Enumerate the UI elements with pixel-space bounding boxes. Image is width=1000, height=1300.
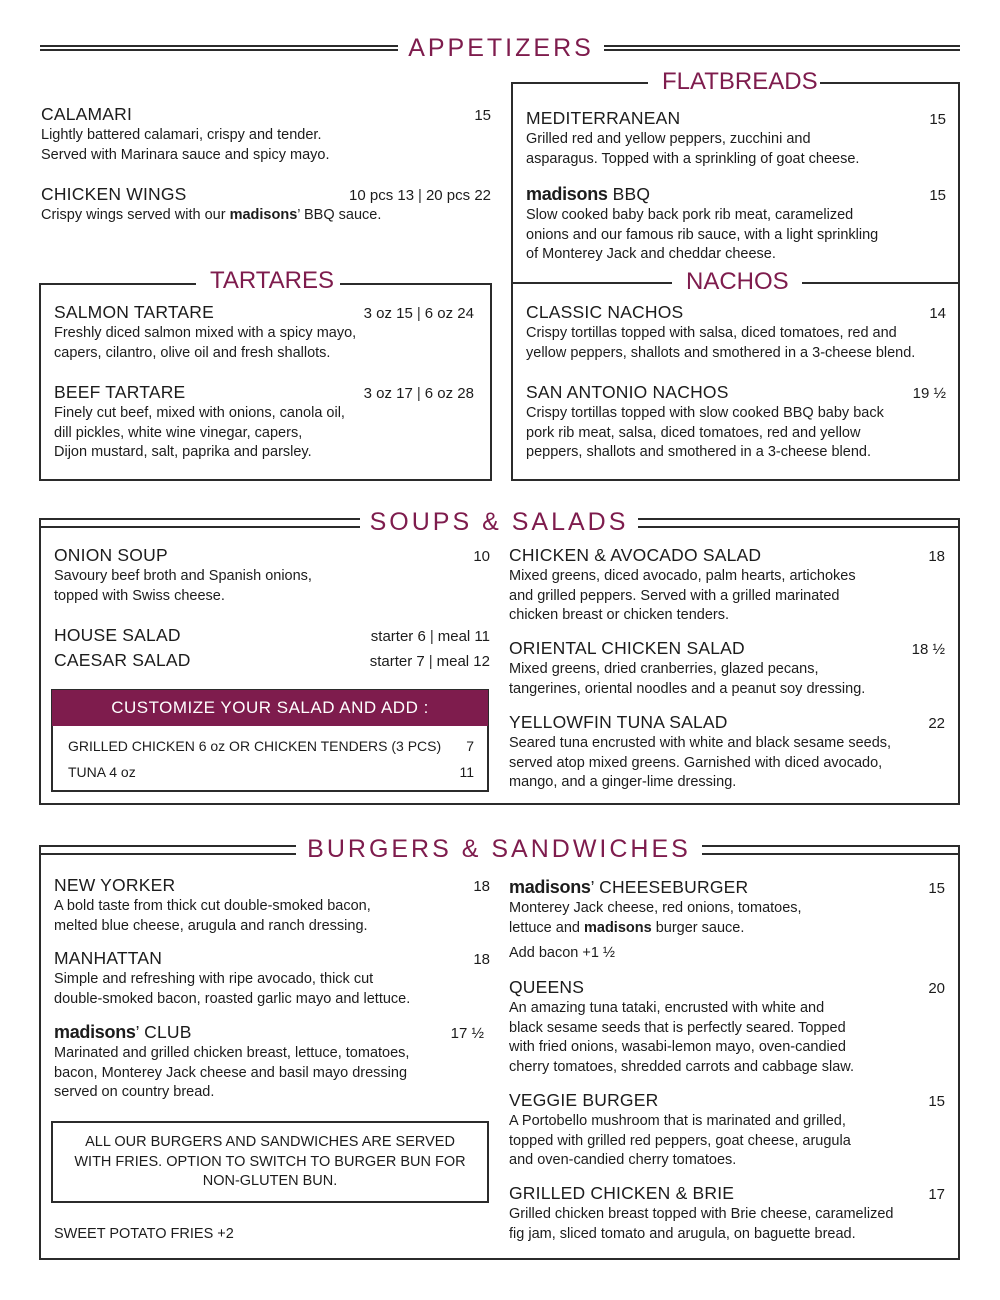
menu-item-madisons-bbq bbox=[526, 184, 946, 265]
customize-title: CUSTOMIZE YOUR SALAD AND ADD : bbox=[52, 690, 488, 726]
menu-item-veggie-burger bbox=[509, 1090, 945, 1171]
item-name: CLASSIC NACHOS bbox=[526, 302, 684, 322]
item-name: CALAMARI bbox=[41, 104, 133, 124]
item-price: 18 ½ bbox=[911, 641, 945, 658]
item-name: SAN ANTONIO NACHOS bbox=[526, 382, 729, 402]
menu-item-chicken-avocado-salad bbox=[509, 545, 945, 626]
item-price: 17 bbox=[928, 1186, 945, 1203]
menu-item-calamari bbox=[41, 104, 491, 165]
menu-item-queens bbox=[509, 977, 945, 1077]
brand-logo: madisons bbox=[526, 184, 608, 204]
item-description: Savoury beef broth and Spanish onions, topped with Swiss cheese. bbox=[54, 568, 312, 604]
item-description: Mixed greens, dried cranberries, glazed pecans, tangerines, oriental noodles and a peanut soy dressing. bbox=[509, 661, 866, 697]
menu-item-chicken-wings bbox=[41, 184, 491, 226]
tartares-title: TARTARES bbox=[196, 267, 340, 295]
sweet-potato-fries: SWEET POTATO FRIES +2 bbox=[54, 1226, 234, 1242]
item-name: ONION SOUP bbox=[54, 545, 168, 565]
item-price: 10 pcs 13 | 20 pcs 22 bbox=[349, 187, 491, 204]
menu-item-classic-nachos bbox=[526, 302, 946, 363]
item-name: BEEF TARTARE bbox=[54, 382, 186, 402]
item-price: 15 bbox=[929, 111, 946, 128]
item-name: MANHATTAN bbox=[54, 948, 163, 968]
menu-item-new-yorker bbox=[54, 875, 490, 936]
item-name: YELLOWFIN TUNA SALAD bbox=[509, 712, 728, 732]
item-price: 18 bbox=[928, 548, 945, 565]
brand-logo: madisons bbox=[54, 1022, 136, 1042]
customize-row-chicken bbox=[68, 738, 474, 754]
addon-bacon: Add bacon +1 ½ bbox=[509, 945, 616, 961]
item-name: SALMON TARTARE bbox=[54, 302, 215, 322]
menu-item-oriental-chicken-salad bbox=[509, 638, 945, 699]
item-price: 18 bbox=[473, 878, 490, 895]
menu-item-beef-tartare bbox=[54, 382, 474, 463]
item-name: NEW YORKER bbox=[54, 875, 176, 895]
item-name: CAESAR SALAD bbox=[54, 650, 191, 670]
item-description: Slow cooked baby back pork rib meat, caramelized onions and our famous rib sauce, with a light sprinkling of Monterey Jack and cheddar cheese. bbox=[526, 207, 879, 262]
item-price: 10 bbox=[473, 548, 490, 565]
item-description: Crispy tortillas topped with slow cooked BBQ baby back pork rib meat, salsa, diced tomatoes, red and yellow peppers, shallots and smothered in a 3-cheese blend. bbox=[526, 405, 884, 460]
brand-logo: madisons bbox=[229, 207, 298, 223]
item-name: ORIENTAL CHICKEN SALAD bbox=[509, 638, 745, 658]
brand-logo: madisons bbox=[583, 919, 652, 936]
item-price: 22 bbox=[928, 715, 945, 732]
addon-label: GRILLED CHICKEN 6 oz OR CHICKEN TENDERS (3 PCS) bbox=[68, 738, 442, 754]
menu-item-yellowfin-tuna-salad bbox=[509, 712, 945, 793]
burgers-title: BURGERS & SANDWICHES bbox=[296, 834, 702, 864]
item-description: Crispy wings served with our madisons’ BBQ sauce. bbox=[41, 207, 382, 223]
item-price: 3 oz 15 | 6 oz 24 bbox=[363, 305, 474, 322]
item-name: CHICKEN WINGS bbox=[41, 184, 187, 204]
item-price: 14 bbox=[929, 305, 946, 322]
addon-label: TUNA 4 oz bbox=[68, 764, 136, 780]
item-description: Seared tuna encrusted with white and black sesame seeds, served atop mixed greens. Garnished with diced avocado, mango, and a ginger-lime dressing. bbox=[509, 735, 892, 790]
menu-item-salmon-tartare bbox=[54, 302, 474, 363]
menu-item-mediterranean bbox=[526, 108, 946, 169]
fries-note: ALL OUR BURGERS AND SANDWICHES ARE SERVED WITH FRIES. OPTION TO SWITCH TO BURGER BUN FOR NON-GLUTEN BUN. bbox=[74, 1134, 466, 1189]
appetizers-title: APPETIZERS bbox=[398, 33, 604, 63]
soups-salads-title: SOUPS & SALADS bbox=[360, 507, 638, 537]
item-price: 3 oz 17 | 6 oz 28 bbox=[363, 385, 474, 402]
item-price: 15 bbox=[474, 107, 491, 124]
menu-item-house-salad bbox=[54, 625, 490, 646]
item-price: 19 ½ bbox=[912, 385, 946, 402]
item-price: 15 bbox=[928, 1093, 945, 1110]
brand-logo: madisons bbox=[509, 877, 591, 897]
item-description: An amazing tuna tataki, encrusted with white and black sesame seeds that is perfectly seared. Topped with fried onions, wasabi-lemon mayo, oven-candied cherry tomatoes, shredded carrots and cabbage slaw. bbox=[509, 1000, 854, 1075]
item-name: HOUSE SALAD bbox=[54, 625, 181, 645]
item-name: GRILLED CHICKEN & BRIE bbox=[509, 1183, 735, 1203]
item-price: 17 ½ bbox=[450, 1025, 484, 1042]
menu-item-san-antonio-nachos bbox=[526, 382, 946, 463]
item-name: VEGGIE BURGER bbox=[509, 1090, 659, 1110]
menu-item-onion-soup bbox=[54, 545, 490, 606]
item-name: CHICKEN & AVOCADO SALAD bbox=[509, 545, 762, 565]
item-name: MEDITERRANEAN bbox=[526, 108, 681, 128]
flatbreads-title: FLATBREADS bbox=[648, 68, 820, 96]
item-description: A bold taste from thick cut double-smoked bacon, melted blue cheese, arugula and ranch dressing. bbox=[54, 898, 371, 934]
item-price: 18 bbox=[473, 951, 490, 968]
item-description: Simple and refreshing with ripe avocado, thick cut double-smoked bacon, roasted garlic mayo and lettuce. bbox=[54, 971, 411, 1007]
addon-price: 7 bbox=[466, 738, 474, 754]
item-price: 20 bbox=[928, 980, 945, 997]
addon-price: 11 bbox=[459, 764, 474, 780]
item-price: starter 6 | meal 11 bbox=[370, 628, 490, 645]
customize-row-tuna bbox=[68, 764, 474, 780]
menu-item-caesar-salad bbox=[54, 650, 490, 671]
item-description: Freshly diced salmon mixed with a spicy mayo, capers, cilantro, olive oil and fresh shallots. bbox=[54, 325, 357, 361]
item-description: Grilled red and yellow peppers, zucchini and asparagus. Topped with a sprinkling of goat cheese. bbox=[526, 131, 860, 167]
item-description: Lightly battered calamari, crispy and tender. Served with Marinara sauce and spicy mayo. bbox=[41, 127, 330, 163]
item-name: madisons’ CHEESEBURGER bbox=[509, 877, 749, 897]
item-description: Finely cut beef, mixed with onions, canola oil, dill pickles, white wine vinegar, capers, Dijon mustard, salt, paprika and parsley. bbox=[54, 405, 345, 460]
item-name: QUEENS bbox=[509, 977, 585, 997]
item-description: Grilled chicken breast topped with Brie cheese, caramelized fig jam, sliced tomato and arugula, on baguette bread. bbox=[509, 1206, 894, 1242]
nachos-title: NACHOS bbox=[672, 268, 802, 296]
item-name: madisons’ CLUB bbox=[54, 1022, 192, 1042]
item-description: Crispy tortillas topped with salsa, diced tomatoes, red and yellow peppers, shallots and smothered in a 3-cheese blend. bbox=[526, 325, 916, 361]
item-price: 15 bbox=[929, 187, 946, 204]
item-description: Mixed greens, diced avocado, palm hearts, artichokes and grilled peppers. Served with a grilled marinated chicken breast or chicken tenders. bbox=[509, 568, 856, 623]
menu-item-madisons-cheeseburger bbox=[509, 877, 945, 964]
menu-item-madisons-club bbox=[54, 1022, 484, 1103]
item-price: starter 7 | meal 12 bbox=[369, 653, 490, 670]
item-description: Marinated and grilled chicken breast, lettuce, tomatoes, bacon, Monterey Jack cheese and basil mayo dressing served on country bread. bbox=[54, 1045, 410, 1100]
item-description: A Portobello mushroom that is marinated and grilled, topped with grilled red peppers, goat cheese, arugula and oven-candied cherry tomatoes. bbox=[509, 1113, 851, 1168]
item-name: madisons BBQ bbox=[526, 184, 651, 204]
item-description: Monterey Jack cheese, red onions, tomatoes, lettuce and madisons burger sauce. Add bacon +1 ½ bbox=[509, 899, 945, 964]
item-price: 15 bbox=[928, 880, 945, 897]
menu-item-manhattan bbox=[54, 948, 490, 1009]
menu-item-grilled-chicken-brie bbox=[509, 1183, 945, 1244]
